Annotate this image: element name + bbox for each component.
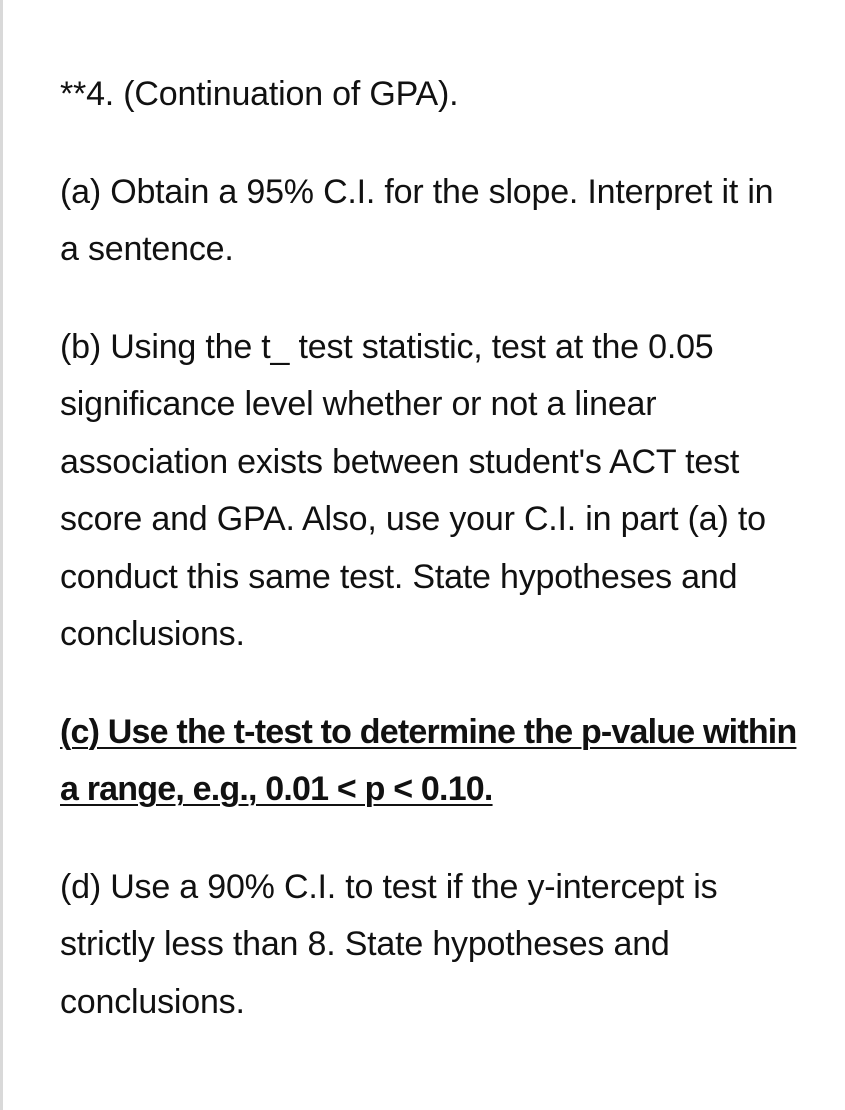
left-border [0, 0, 3, 1110]
part-b-text: (b) Using the t_ test statistic, test at the 0.05 significance level whether or not a linear association exists between student's ACT test score and GPA. Also, use your C.I. in part (a) to conduct this same test. State hypotheses and conclusions. [60, 327, 766, 653]
part-d-text: (d) Use a 90% C.I. to test if the y-intercept is strictly less than 8. State hypotheses and conclusions. [60, 867, 718, 1021]
part-c-text: (c) Use the t-test to determine the p-value within a range, e.g., 0.01 < p < 0.10. [60, 712, 797, 808]
question-title: **4. (Continuation of GPA). [60, 75, 459, 113]
part-a-text: (a) Obtain a 95% C.I. for the slope. Interpret it in a sentence. [60, 172, 774, 268]
question-content [60, 66, 800, 1031]
